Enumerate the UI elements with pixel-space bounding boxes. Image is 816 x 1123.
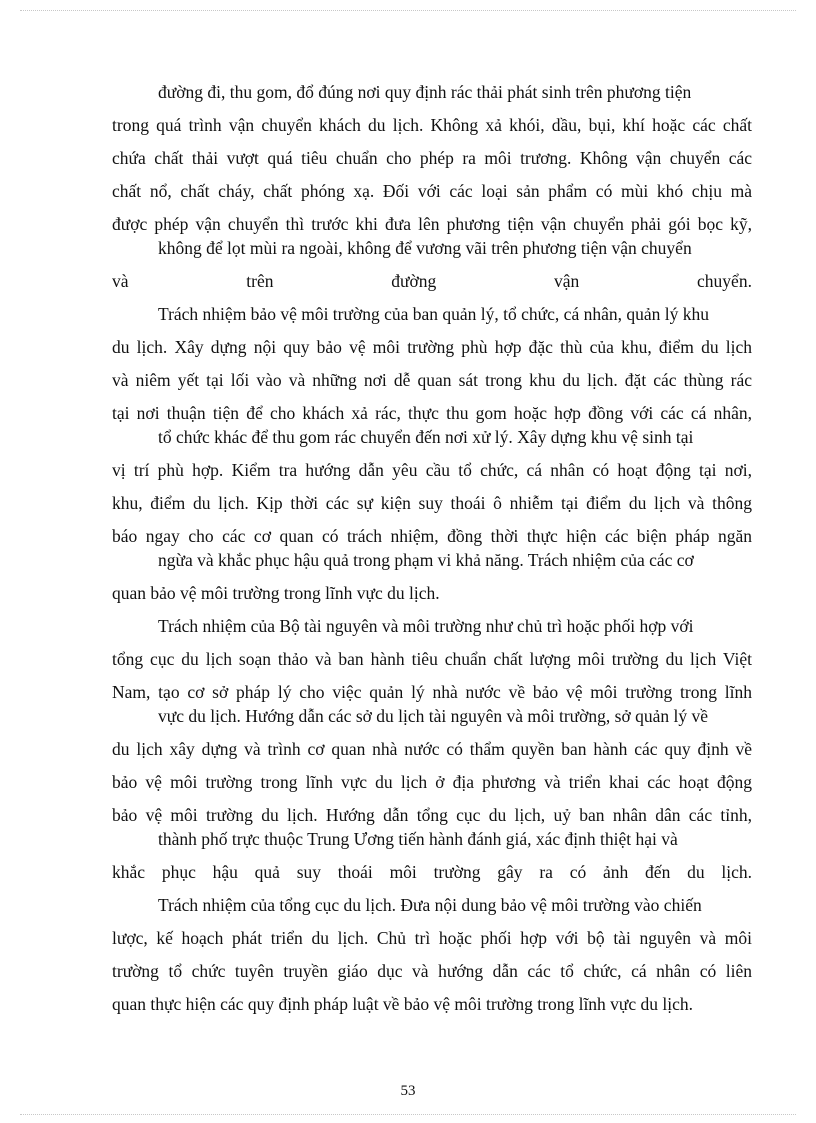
text-line: và niêm yết tại lối vào và những nơi dễ quan sát trong khu du lịch. đặt các thùng rác [112, 370, 752, 390]
text-line: vực du lịch. Hướng dẫn các sở du lịch tài nguyên và môi trường, sở quản lý về [158, 706, 709, 726]
page-top-border [20, 10, 796, 11]
text-line: thành phố trực thuộc Trung Ương tiến hành đánh giá, xác định thiệt hại và [158, 829, 678, 849]
text-line: trường tổ chức tuyên truyền giáo dục và hướng dẫn các tổ chức, cá nhân có liên [112, 961, 752, 981]
text-line: Trách nhiệm của tổng cục du lịch. Đưa nội dung bảo vệ môi trường vào chiến [158, 895, 702, 915]
justified-spread [112, 270, 752, 292]
text-line: quan thực hiện các quy định pháp luật về bảo vệ môi trường trong lĩnh vực du lịch. [112, 994, 694, 1014]
text-line: không để lọt mùi ra ngoài, không để vương vãi trên phương tiện vận chuyển [158, 238, 692, 258]
word: đường [391, 271, 437, 291]
text-line: tổ chức khác để thu gom rác chuyển đến nơi xử lý. Xây dựng khu vệ sinh tại [158, 427, 694, 447]
word: vận [554, 271, 580, 291]
text-line: du lịch xây dựng và trình cơ quan nhà nước có thẩm quyền ban hành các quy định về [112, 739, 752, 759]
text-line: ngừa và khắc phục hậu quả trong phạm vi khả năng. Trách nhiệm của các cơ [158, 550, 694, 570]
text-line [112, 270, 752, 292]
text-line: quan bảo vệ môi trường trong lĩnh vực du lịch. [112, 583, 440, 603]
text-line: được phép vận chuyển thì trước khi đưa lên phương tiện vận chuyển phải gói bọc kỹ, [112, 214, 752, 234]
text-line: báo ngay cho các cơ quan có trách nhiệm, đồng thời thực hiện các biện pháp ngăn [112, 526, 752, 546]
text-line: tại nơi thuận tiện để cho khách xả rác, thực thu gom hoặc hợp đồng với các cá nhân, [112, 403, 752, 423]
text-line: bảo vệ môi trường trong lĩnh vực du lịch ở địa phương và triển khai các hoạt động [112, 772, 752, 792]
text-line: trong quá trình vận chuyển khách du lịch. Không xả khói, dầu, bụi, khí hoặc các chất [112, 115, 752, 135]
word: chuyển. [697, 271, 752, 291]
text-line: khu, điểm du lịch. Kịp thời các sự kiện suy thoái ô nhiễm tại điểm du lịch và thông [112, 493, 752, 513]
text-line: tổng cục du lịch soạn thảo và ban hành tiêu chuẩn chất lượng môi trường du lịch Việt [112, 649, 752, 669]
text-line: bảo vệ môi trường du lịch. Hướng dẫn tổng cục du lịch, uỷ ban nhân dân các tỉnh, [112, 805, 752, 825]
text-line: lược, kế hoạch phát triển du lịch. Chủ trì hoặc phối hợp với bộ tài nguyên và môi [112, 928, 752, 948]
text-line: chất nổ, chất cháy, chất phóng xạ. Đối với các loại sản phẩm có mùi khó chịu mà [112, 181, 752, 201]
text-line: Trách nhiệm của Bộ tài nguyên và môi trường như chủ trì hoặc phối hợp với [158, 616, 694, 636]
text-line: vị trí phù hợp. Kiểm tra hướng dẫn yêu cầu tổ chức, cá nhân có hoạt động tại nơi, [112, 460, 752, 480]
word: trên [246, 271, 274, 291]
text-line: Nam, tạo cơ sở pháp lý cho việc quản lý nhà nước về bảo vệ môi trường trong lĩnh [112, 682, 752, 702]
word: và [112, 271, 129, 291]
text-line: Trách nhiệm bảo vệ môi trường của ban quản lý, tổ chức, cá nhân, quản lý khu [158, 304, 709, 324]
text-line: du lịch. Xây dựng nội quy bảo vệ môi trường phù hợp đặc thù của khu, điểm du lịch [112, 337, 752, 357]
text-line: chứa chất thải vượt quá tiêu chuẩn cho phép ra môi trương. Không vận chuyển các [112, 148, 752, 168]
text-line: khắc phục hậu quả suy thoái môi trường gây ra có ảnh đến du lịch. [112, 862, 752, 882]
page-bottom-border [20, 1114, 796, 1115]
page-number: 53 [400, 1083, 416, 1099]
text-line: đường đi, thu gom, đổ đúng nơi quy định rác thải phát sinh trên phương tiện [158, 82, 692, 102]
